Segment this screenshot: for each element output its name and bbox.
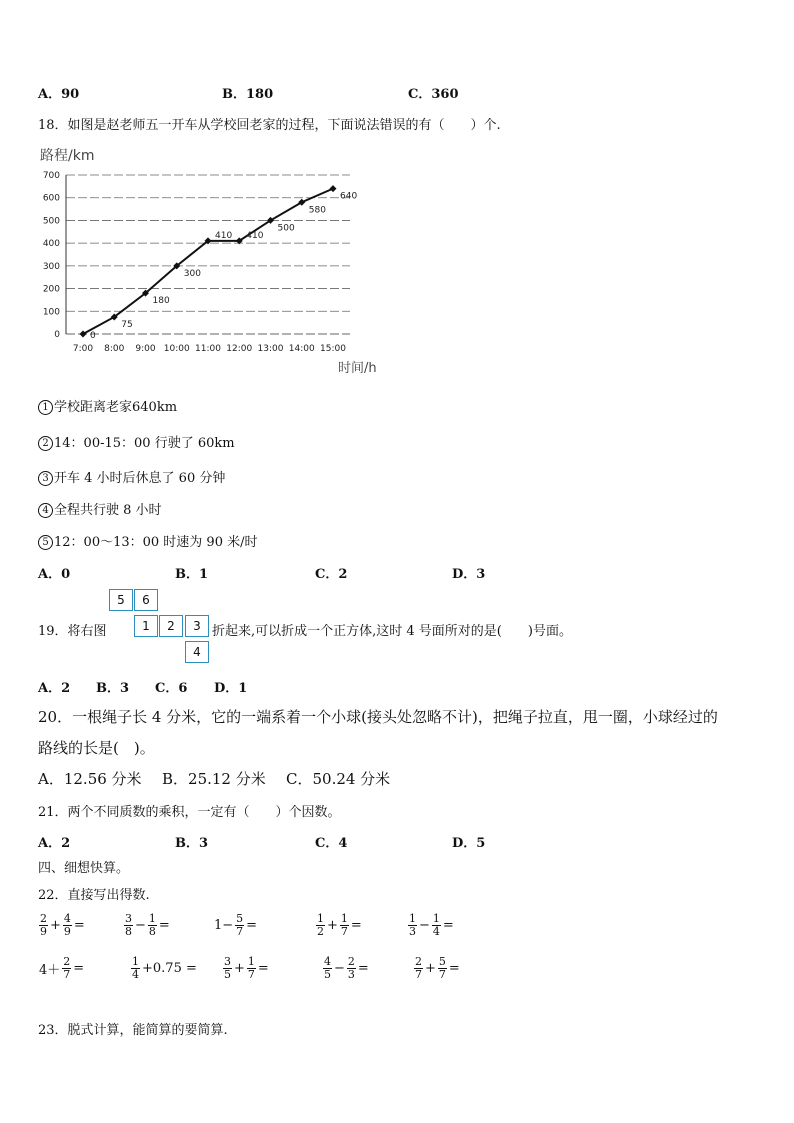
operator-text: − [135, 918, 146, 933]
fraction [438, 956, 447, 981]
circled-number: 4 [38, 503, 53, 518]
circled-number: 2 [38, 436, 53, 451]
numerator: 1 [317, 912, 324, 925]
operator-text: + [50, 918, 61, 933]
q18-statement-3 [38, 467, 225, 486]
q19-stem-prefix: 19．将右图 [38, 624, 107, 639]
x-tick-label: 7:00 [72, 344, 94, 354]
operator-text: 4＋ [39, 963, 61, 978]
q22-expression-row1 [123, 913, 171, 938]
statement-text: 全程共行驶 8 小时 [54, 503, 162, 518]
x-tick-label: 14:00 [288, 344, 315, 354]
denominator: 9 [40, 925, 47, 938]
data-label: 300 [183, 268, 201, 279]
cube-net-face-2: 2 [159, 615, 183, 637]
q22-stem: 22．直接写出得数. [38, 888, 150, 903]
numerator: 3 [125, 912, 132, 925]
denominator: 7 [340, 925, 348, 938]
numerator: 2 [63, 955, 71, 968]
q17-option-a: A．90 [38, 87, 80, 102]
circled-number: 1 [38, 400, 53, 415]
operator-text: = [73, 961, 85, 976]
numerator: 1 [340, 912, 348, 925]
y-tick-label: 400 [42, 239, 60, 250]
q22-expression-row1 [38, 913, 86, 938]
circled-number: 3 [38, 471, 53, 486]
q19-option-c: C．6 [155, 681, 188, 696]
cube-net-face-5: 5 [109, 589, 133, 611]
numerator: 1 [247, 955, 255, 968]
q18-option-b: B．1 [175, 567, 209, 582]
operator-text: + [425, 961, 436, 976]
y-tick-label: 500 [42, 216, 60, 227]
q18-statement-4 [38, 499, 162, 518]
y-tick-label: 100 [42, 307, 60, 318]
q18-statement-5 [38, 531, 258, 550]
cube-net-face-4: 4 [185, 641, 209, 663]
fraction [124, 913, 133, 938]
q21-option-b: B．3 [175, 836, 209, 851]
y-tick-label: 200 [42, 284, 60, 295]
y-tick-label: 300 [42, 261, 60, 272]
q23-stem: 23．脱式计算，能简算的要简算. [38, 1023, 228, 1038]
q22-expression-row2 [413, 956, 461, 981]
fraction [340, 913, 349, 938]
denominator: 9 [63, 925, 71, 938]
numerator: 1 [132, 955, 139, 968]
fraction [432, 913, 441, 938]
numerator: 1 [409, 912, 416, 925]
denominator: 7 [236, 925, 244, 938]
denominator: 2 [317, 925, 324, 938]
denominator: 8 [148, 925, 156, 938]
denominator: 7 [415, 968, 422, 981]
q22-expression-row2 [322, 956, 370, 981]
q19-option-d: D．1 [214, 681, 248, 696]
q19-stem-suffix: 折起来,可以折成一个正方体,这时 4 号面所对的是( )号面。 [212, 624, 572, 639]
fraction [323, 956, 332, 981]
numerator: 2 [347, 955, 355, 968]
numerator: 4 [63, 912, 71, 925]
operator-text: +0.75 = [142, 961, 197, 976]
fraction [39, 913, 48, 938]
q18-stem: 18．如图是赵老师五一开车从学校回老家的过程，下面说法错误的有（ ）个. [38, 118, 501, 133]
fraction [131, 956, 140, 981]
x-tick-label: 15:00 [320, 344, 346, 354]
q22-expression-row2 [222, 956, 270, 981]
fraction [408, 913, 417, 938]
denominator: 8 [125, 925, 132, 938]
data-label: 640 [340, 191, 358, 202]
x-tick-label: 12:00 [226, 344, 253, 354]
q20-option-a: A．12.56 分米 [38, 770, 142, 788]
q18-statement-2 [38, 432, 235, 451]
q17-option-c: C．360 [408, 87, 459, 102]
denominator: 5 [324, 968, 331, 981]
data-label: 410 [215, 230, 233, 241]
numerator: 2 [415, 955, 422, 968]
q18-option-d: D．3 [452, 567, 486, 582]
q17-option-b: B．180 [222, 87, 274, 102]
cube-net-face-1: 1 [134, 615, 158, 637]
y-tick-label: 600 [42, 193, 60, 204]
fraction [63, 913, 72, 938]
denominator: 4 [132, 968, 139, 981]
operator-text: + [327, 918, 338, 933]
fraction [414, 956, 423, 981]
q18-statement-1 [38, 396, 177, 415]
y-tick-label: 0 [54, 330, 60, 340]
y-axis-label: 路程/km [40, 148, 95, 164]
operator-text: = [158, 918, 170, 933]
numerator: 4 [324, 955, 331, 968]
denominator: 4 [432, 925, 440, 938]
denominator: 5 [224, 968, 231, 981]
operator-text: 1− [214, 918, 234, 933]
q19-option-a: A．2 [38, 681, 71, 696]
fraction [347, 956, 356, 981]
q20-option-c: C．50.24 分米 [286, 770, 391, 788]
fraction [62, 956, 71, 981]
data-label: 580 [308, 205, 326, 216]
section-heading: 四、细想快算。 [38, 861, 130, 876]
q22-expression-row2 [38, 956, 85, 981]
q18-option-c: C．2 [315, 567, 348, 582]
q22-expression-row2 [130, 956, 198, 981]
x-tick-label: 11:00 [195, 344, 221, 354]
q20-stem-line1: 20．一根绳子长 4 分米，它的一端系着一个小球(接头处忽略不计)，把绳子拉直，甩一圈，小球经过的 [38, 708, 718, 726]
q21-stem: 21．两个不同质数的乘积，一定有（ ）个因数。 [38, 805, 341, 820]
statement-text: 12：00～13：00 时速为 90 米/时 [54, 535, 258, 550]
data-label: 500 [277, 223, 295, 234]
x-axis-label: 时间/h [338, 361, 377, 376]
fraction [247, 956, 256, 981]
q18-option-a: A．0 [38, 567, 71, 582]
fraction [148, 913, 157, 938]
denominator: 7 [63, 968, 71, 981]
numerator: 2 [40, 912, 47, 925]
data-label: 75 [121, 319, 133, 330]
q19-option-b: B．3 [96, 681, 130, 696]
q21-option-c: C．4 [315, 836, 348, 851]
x-tick-label: 10:00 [163, 344, 190, 354]
operator-text: = [448, 961, 460, 976]
data-label: 180 [152, 296, 170, 307]
statement-text: 学校距离老家640km [54, 400, 178, 415]
numerator: 5 [438, 955, 446, 968]
data-point [330, 185, 337, 192]
numerator: 5 [236, 912, 244, 925]
numerator: 1 [148, 912, 156, 925]
denominator: 3 [347, 968, 355, 981]
operator-text: − [334, 961, 345, 976]
denominator: 3 [409, 925, 416, 938]
q22-expression-row1 [213, 913, 258, 938]
statement-text: 14：00-15：00 行驶了 60km [54, 436, 235, 451]
denominator: 7 [247, 968, 255, 981]
q20-stem-line2: 路线的长是( )。 [38, 739, 155, 757]
q21-option-d: D．5 [452, 836, 486, 851]
x-tick-label: 13:00 [257, 344, 284, 354]
x-tick-label: 8:00 [104, 344, 125, 354]
q20-option-b: B．25.12 分米 [162, 770, 266, 788]
series-line [83, 189, 333, 334]
data-label: 410 [246, 230, 264, 241]
operator-text: = [442, 918, 454, 933]
x-tick-label: 9:00 [135, 344, 156, 354]
cube-net-face-3: 3 [185, 615, 209, 637]
operator-text: = [257, 961, 269, 976]
distance-time-chart [30, 140, 400, 380]
fraction [223, 956, 232, 981]
numerator: 3 [224, 955, 231, 968]
operator-text: − [419, 918, 430, 933]
y-tick-label: 700 [42, 171, 60, 181]
q22-expression-row1 [407, 913, 455, 938]
fraction [235, 913, 244, 938]
operator-text: + [234, 961, 245, 976]
fraction [316, 913, 325, 938]
cube-net-face-6: 6 [134, 589, 158, 611]
data-label: 0 [90, 331, 96, 341]
operator-text: = [73, 918, 85, 933]
q22-expression-row1 [315, 913, 363, 938]
circled-number: 5 [38, 535, 53, 550]
q21-option-a: A．2 [38, 836, 71, 851]
numerator: 1 [432, 912, 440, 925]
operator-text: = [350, 918, 362, 933]
statement-text: 开车 4 小时后休息了 60 分钟 [54, 471, 226, 486]
denominator: 7 [438, 968, 446, 981]
operator-text: = [246, 918, 258, 933]
operator-text: = [357, 961, 369, 976]
